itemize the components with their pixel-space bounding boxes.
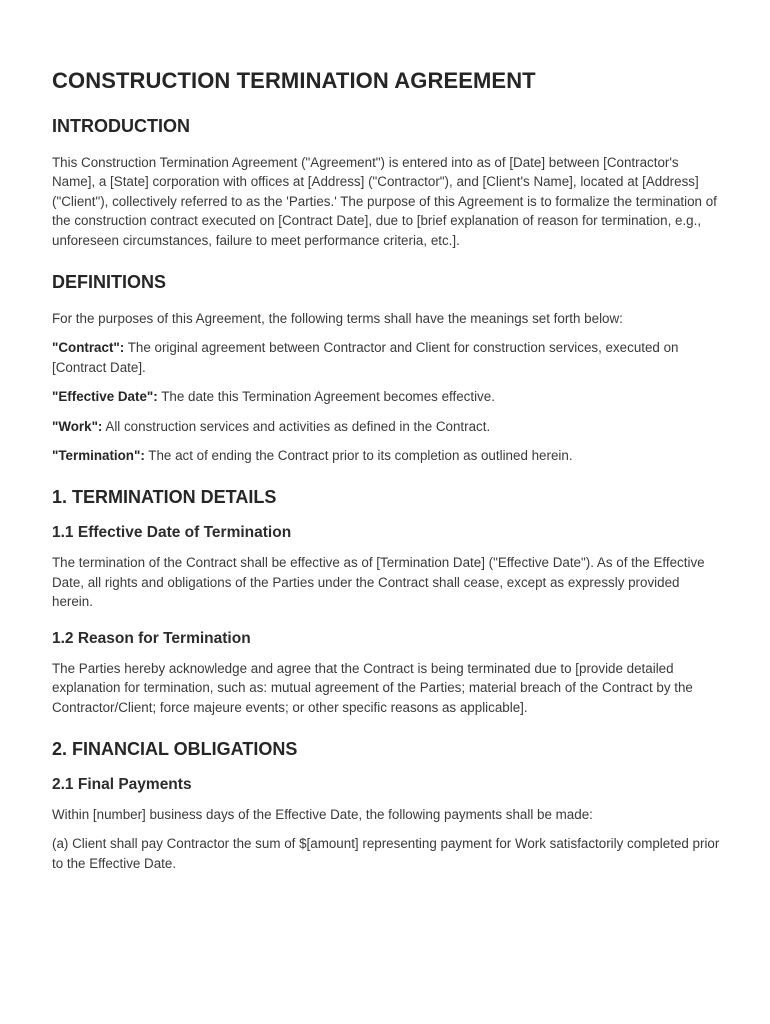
definitions-intro: For the purposes of this Agreement, the following terms shall have the meanings set forth below:	[52, 311, 623, 327]
section2-1-heading: 2.1 Final Payments	[52, 775, 192, 793]
definition-term: "Work":	[52, 418, 103, 434]
section1-2-paragraph: The Parties hereby acknowledge and agree that the Contract is being terminated due to [provide detailed explanation for termination, such as: mutual agreement of the Parties; material breach of the Contract by the Contractor/Client; force majeure events; or other specific reasons as applicable].	[52, 660, 693, 715]
section2-1-intro: Within [number] business days of the Effective Date, the following payments shall be made:	[52, 806, 593, 822]
definitions-heading: DEFINITIONS	[52, 272, 167, 293]
definition-text: All construction services and activities as defined in the Contract.	[102, 418, 491, 434]
introduction-paragraph: This Construction Termination Agreement ("Agreement") is entered into as of [Date] between [Contractor's Name], a [State] corporation with offices at [Address] ("Contractor"), and [Client's Name], located at [Address] ("Client"), collectively referred to as the 'Parties.' The purpose of this Agreement is to formalize the termination of the construction contract executed on [Contract Date], due to [brief explanation of reason for termination, e.g., unforeseen circumstances, failure to meet performance criteria, etc.].	[52, 155, 717, 248]
section1-1-paragraph: The termination of the Contract shall be effective as of [Termination Date] ("Effective Date"). As of the Effective Date, all rights and obligations of the Parties under the Contract shall cease, except as expressly provided herein.	[52, 555, 705, 610]
definition-effective-date	[52, 387, 720, 406]
definition-text: The act of ending the Contract prior to its completion as outlined herein.	[144, 448, 573, 464]
section1-2-heading: 1.2 Reason for Termination	[52, 629, 251, 647]
introduction-heading: INTRODUCTION	[52, 116, 190, 136]
definition-term: "Effective Date":	[52, 389, 158, 405]
section2-1-item-a: (a) Client shall pay Contractor the sum of $[amount] representing payment for Work satisfactorily completed prior to the Effective Date.	[52, 836, 720, 871]
definition-termination	[52, 446, 720, 465]
definition-term: "Termination":	[52, 448, 145, 464]
definition-text: The date this Termination Agreement becomes effective.	[157, 389, 495, 405]
definition-work	[52, 417, 720, 436]
section2-heading: 2. FINANCIAL OBLIGATIONS	[52, 738, 298, 759]
definition-contract	[52, 338, 720, 377]
definition-term: "Contract":	[52, 340, 125, 356]
section1-heading: 1. TERMINATION DETAILS	[52, 487, 277, 508]
definition-text: The original agreement between Contractor and Client for construction services, executed on [Contract Date].	[52, 340, 679, 375]
document-body	[52, 68, 720, 883]
section1-1-heading: 1.1 Effective Date of Termination	[52, 524, 292, 542]
document-title: CONSTRUCTION TERMINATION AGREEMENT	[52, 68, 536, 93]
